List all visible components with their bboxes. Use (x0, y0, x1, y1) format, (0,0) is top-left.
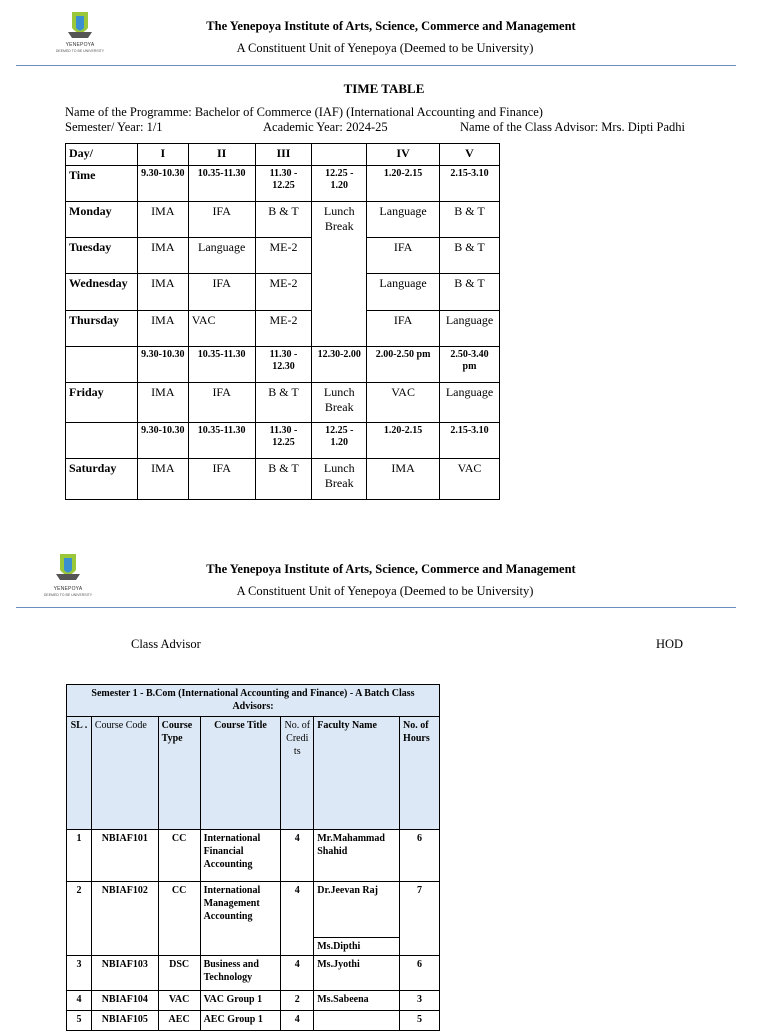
course-title-cell: International Financial Accounting (200, 830, 281, 882)
table-row (66, 274, 500, 311)
subject-cell: B & T (440, 202, 500, 238)
credits-cell: 4 (281, 830, 314, 882)
time-slot: 9.30-10.30 (137, 166, 188, 202)
table-row (67, 882, 440, 938)
subject-cell: IFA (188, 383, 255, 423)
institute-name: The Yenepoya Institute of Arts, Science, Commerce and Management (206, 562, 576, 576)
day-cell: Tuesday (66, 238, 138, 274)
programme-name: Name of the Programme: Bachelor of Commerce (IAF) (International Accounting and Finance) (65, 105, 543, 119)
subject-cell: IMA (137, 311, 188, 347)
subject-cell: IFA (367, 311, 440, 347)
table-row (66, 238, 500, 274)
table-row (66, 202, 500, 238)
time-row (66, 166, 500, 202)
subject-cell: ME-2 (255, 274, 312, 311)
time-slot: 1.20-2.15 (367, 166, 440, 202)
hours-cell: 6 (400, 956, 440, 991)
time-slot: 12.25 - 1.20 (312, 423, 367, 459)
course-type-cell: AEC (158, 1011, 200, 1031)
time-slot: 10.35-11.30 (188, 347, 255, 383)
subject-cell: IMA (137, 383, 188, 423)
time-row (66, 347, 500, 383)
faculty-cell: Dr.Jeevan Raj (314, 882, 400, 938)
sl-cell: 3 (67, 956, 92, 991)
column-header: Course Title (200, 717, 281, 830)
subject-cell: IMA (137, 274, 188, 311)
course-code-cell: NBIAF102 (91, 882, 158, 956)
time-slot: 1.20-2.15 (367, 423, 440, 459)
blank-cell (66, 423, 138, 459)
column-header: Faculty Name (314, 717, 400, 830)
column-header: Course Code (91, 717, 158, 830)
subject-cell: B & T (440, 274, 500, 311)
logo-text: YENEPOYA (65, 42, 95, 48)
table-row (67, 1011, 440, 1031)
academic-year: Academic Year: 2024-25 (263, 120, 388, 134)
course-code-cell: NBIAF104 (91, 991, 158, 1011)
table-row (67, 956, 440, 991)
semester-year: Semester/ Year: 1/1 (65, 120, 163, 134)
subject-cell: Language (440, 383, 500, 423)
column-header: No. of Hours (400, 717, 440, 830)
period-header: V (440, 144, 500, 166)
course-title-cell: International Management Accounting (200, 882, 281, 956)
table-row (66, 459, 500, 500)
day-cell: Monday (66, 202, 138, 238)
course-table-title: Semester 1 - B.Com (International Accounting and Finance) - A Batch Class Advisors: (67, 685, 440, 717)
faculty-cell: Mr.Mahammad Shahid (314, 830, 400, 882)
course-table-title-row (67, 685, 440, 717)
lunch-break-cell: Lunch Break (312, 202, 367, 347)
timetable-title: TIME TABLE (343, 81, 425, 96)
course-type-cell: VAC (158, 991, 200, 1011)
course-type-cell: CC (158, 830, 200, 882)
blank-cell (66, 347, 138, 383)
time-slot: 9.30-10.30 (137, 347, 188, 383)
hours-cell: 7 (400, 882, 440, 956)
table-row (67, 991, 440, 1011)
time-row (66, 423, 500, 459)
course-header-row (67, 717, 440, 830)
table-row (66, 383, 500, 423)
subject-cell: Language (440, 311, 500, 347)
sl-cell: 5 (67, 1011, 92, 1031)
logo-subtext: DEEMED TO BE UNIVERSITY (43, 593, 93, 597)
course-type-cell: CC (158, 882, 200, 956)
faculty-cell: Ms.Sabeena (314, 991, 400, 1011)
subject-cell: Language (367, 202, 440, 238)
sl-cell: 2 (67, 882, 92, 956)
table-row (66, 311, 500, 347)
faculty-cell (314, 1011, 400, 1031)
logo-text: YENEPOYA (53, 586, 83, 592)
period-header: I (137, 144, 188, 166)
day-cell: Thursday (66, 311, 138, 347)
lunch-break-cell: Lunch Break (312, 383, 367, 423)
course-title-cell: VAC Group 1 (200, 991, 281, 1011)
time-slot: 10.35-11.30 (188, 423, 255, 459)
header-rule (16, 65, 736, 66)
time-slot: 2.15-3.10 (440, 166, 500, 202)
course-code-cell: NBIAF101 (91, 830, 158, 882)
time-slot: 12.25 - 1.20 (312, 166, 367, 202)
header-rule (16, 607, 736, 608)
table-row (67, 830, 440, 882)
time-header: Time (66, 166, 138, 202)
sl-cell: 4 (67, 991, 92, 1011)
course-title-cell: AEC Group 1 (200, 1011, 281, 1031)
credits-cell: 4 (281, 882, 314, 956)
timetable (65, 143, 500, 500)
course-title-cell: Business and Technology (200, 956, 281, 991)
period-header: III (255, 144, 312, 166)
subject-cell: ME-2 (255, 311, 312, 347)
lunch-break-cell: Lunch Break (312, 459, 367, 500)
day-cell: Wednesday (66, 274, 138, 311)
time-slot: 2.50-3.40 pm (440, 347, 500, 383)
hours-cell: 5 (400, 1011, 440, 1031)
subject-cell: B & T (440, 238, 500, 274)
subject-cell: VAC (367, 383, 440, 423)
day-header: Day/ (66, 144, 138, 166)
period-header: IV (367, 144, 440, 166)
subject-cell: IFA (188, 274, 255, 311)
course-type-cell: DSC (158, 956, 200, 991)
subject-cell: IMA (137, 459, 188, 500)
sl-cell: 1 (67, 830, 92, 882)
time-slot: 2.15-3.10 (440, 423, 500, 459)
subject-cell: IFA (188, 459, 255, 500)
time-slot: 9.30-10.30 (137, 423, 188, 459)
faculty-cell: Ms.Jyothi (314, 956, 400, 991)
subject-cell: VAC (440, 459, 500, 500)
class-advisor-name: Name of the Class Advisor: Mrs. Dipti Padhi (460, 120, 685, 134)
subject-cell: VAC (188, 311, 255, 347)
class-advisor-signature: Class Advisor (131, 637, 201, 651)
constituent-line: A Constituent Unit of Yenepoya (Deemed to be University) (236, 584, 534, 598)
institute-name: The Yenepoya Institute of Arts, Science, Commerce and Management (206, 19, 576, 33)
logo-subtext: DEEMED TO BE UNIVERSITY (55, 49, 105, 53)
hod-signature: HOD (656, 637, 684, 651)
credits-cell: 2 (281, 991, 314, 1011)
time-slot: 11.30 - 12.25 (255, 423, 312, 459)
credits-cell: 4 (281, 1011, 314, 1031)
credits-cell: 4 (281, 956, 314, 991)
day-cell: Friday (66, 383, 138, 423)
time-slot: 11.30 - 12.25 (255, 166, 312, 202)
subject-cell: B & T (255, 459, 312, 500)
column-header: SL . (67, 717, 92, 830)
column-header: No. of Credi ts (281, 717, 314, 830)
subject-cell: IFA (367, 238, 440, 274)
course-code-cell: NBIAF103 (91, 956, 158, 991)
period-header (312, 144, 367, 166)
hours-cell: 3 (400, 991, 440, 1011)
faculty-cell: Ms.Dipthi (314, 938, 400, 956)
time-slot: 10.35-11.30 (188, 166, 255, 202)
course-code-cell: NBIAF105 (91, 1011, 158, 1031)
header-row (66, 144, 500, 166)
subject-cell: IMA (137, 202, 188, 238)
constituent-line: A Constituent Unit of Yenepoya (Deemed to be University) (236, 41, 534, 55)
subject-cell: B & T (255, 383, 312, 423)
time-slot: 12.30-2.00 (312, 347, 367, 383)
subject-cell: Language (367, 274, 440, 311)
time-slot: 11.30 - 12.30 (255, 347, 312, 383)
subject-cell: IMA (367, 459, 440, 500)
course-table (66, 684, 440, 1031)
period-header: II (188, 144, 255, 166)
subject-cell: B & T (255, 202, 312, 238)
time-slot: 2.00-2.50 pm (367, 347, 440, 383)
hours-cell: 6 (400, 830, 440, 882)
subject-cell: Language (188, 238, 255, 274)
day-cell: Saturday (66, 459, 138, 500)
column-header: Course Type (158, 717, 200, 830)
subject-cell: IMA (137, 238, 188, 274)
subject-cell: IFA (188, 202, 255, 238)
subject-cell: ME-2 (255, 238, 312, 274)
